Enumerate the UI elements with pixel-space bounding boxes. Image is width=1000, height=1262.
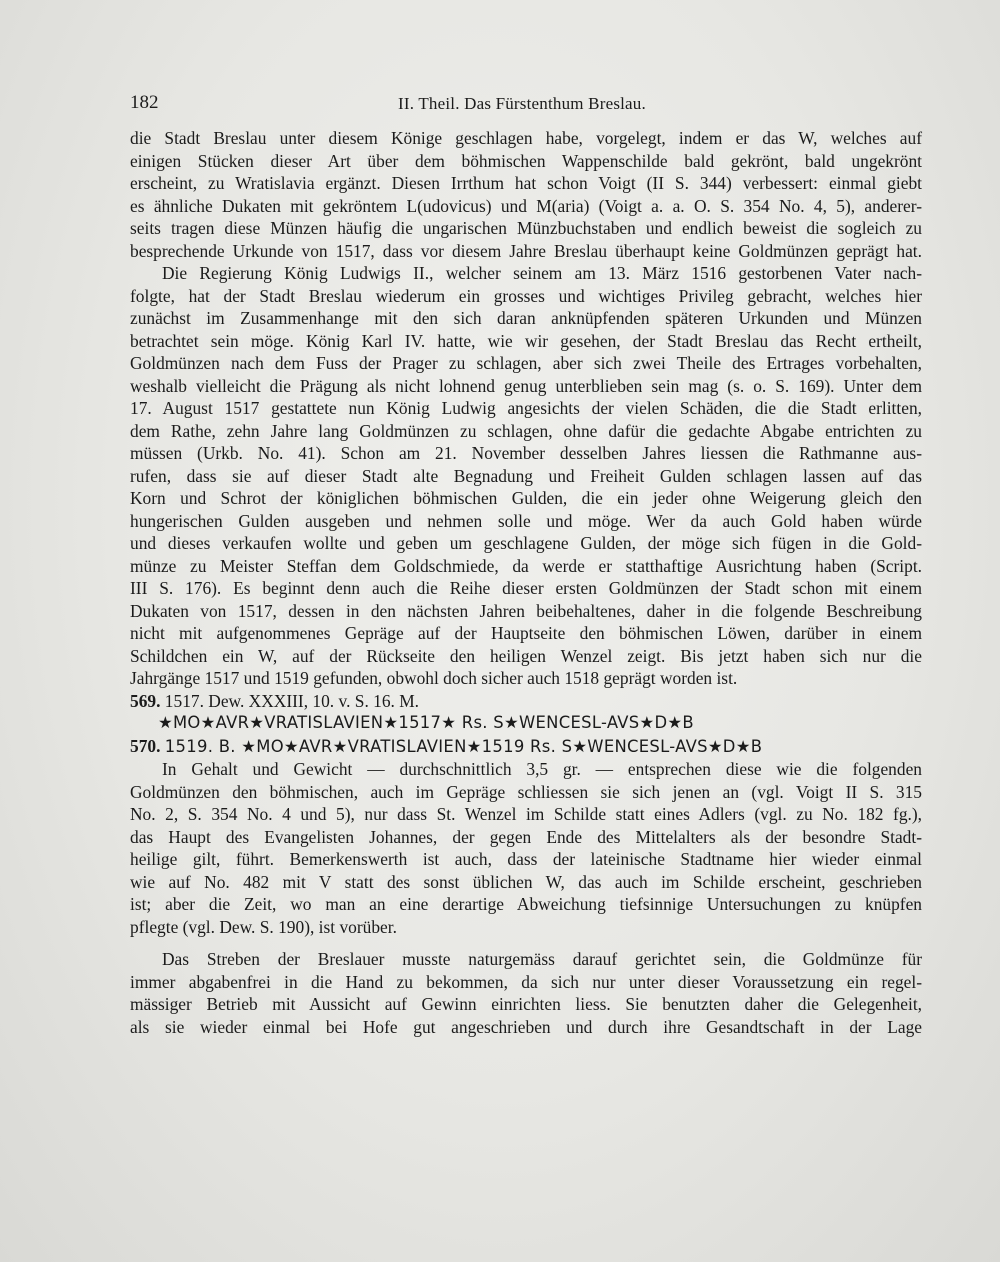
paragraph-2 <box>130 262 922 690</box>
entry-number: 570. <box>130 735 161 756</box>
text-line: In Gehalt und Gewicht — durchschnittlich 3,5 gr. — entsprechen diese wie die folgenden <box>162 759 922 779</box>
text-line: die Stadt Breslau unter diesem Könige geschlagen habe, vorgelegt, indem er das W, welches auf <box>130 128 922 148</box>
paragraph-gap <box>130 938 922 948</box>
text-line: III S. 176). Es beginnt denn auch die Reihe dieser ersten Goldmünzen der Stadt schon mit einem <box>130 578 922 598</box>
text-line: nicht mit aufgenommenes Gepräge auf der Hauptseite den böhmischen Löwen, darüber in einem <box>130 623 922 643</box>
text-line: Goldmünzen nach dem Fuss der Prager zu schlagen, aber sich zwei Theile des Ertrages vorbehalten, <box>130 353 922 373</box>
text-line: betrachtet sein möge. König Karl IV. hatte, wie wir gesehen, der Stadt Breslau das Recht ertheilt, <box>130 330 922 351</box>
entry-details: 1517. Dew. XXXIII, 10. v. S. 16. M. <box>164 690 420 711</box>
coin-legend: ★MO★AVR★VRATISLAVIEN★1517★ Rs. S★WENCESL-AVS★D★B <box>158 713 694 732</box>
text-line: Dukaten von 1517, dessen in den nächsten Jahren beibehaltenes, daher in die folgende Beschreibung <box>130 600 922 621</box>
paragraph-3 <box>130 758 922 938</box>
entry-number: 569. <box>130 690 161 711</box>
coin-entry-569 <box>130 690 922 735</box>
entry-details: 1519. B. ★MO★AVR★VRATISLAVIEN★1519 Rs. S★WENCESL-AVS★D★B <box>164 736 763 756</box>
text-line: müssen (Urkb. No. 41). Schon am 21. November desselben Jahres liessen die Rathmanne aus- <box>130 443 922 463</box>
entry-heading <box>130 690 922 713</box>
text-line: zunächst im Zusammenhange mit den sich daran anknüpfenden späteren Urkunden und Münzen <box>130 308 922 328</box>
text-line: als sie wieder einmal bei Hofe gut angeschrieben und durch ihre Gesandtschaft in der Lage <box>130 1016 922 1037</box>
running-head: II. Theil. Das Fürstenthum Breslau. <box>398 94 646 113</box>
text-line: 17. August 1517 gestattete nun König Ludwig angesichts der vielen Schäden, die die Stadt erlitten, <box>130 398 922 418</box>
text-line: Jahrgänge 1517 und 1519 gefunden, obwohl doch sicher auch 1518 geprägt worden ist. <box>130 668 738 688</box>
body-text <box>130 127 922 1038</box>
text-line: einigen Stücken dieser Art über dem böhmischen Wappenschilde bald gekrönt, bald ungekrönt <box>130 150 922 171</box>
text-line: besprechende Urkunde von 1517, dass vor diesem Jahre Breslau überhaupt keine Goldmünzen geprägt hat. <box>130 240 922 261</box>
text-line: hungerischen Gulden ausgeben und nehmen solle und möge. Wer da auch Gold haben würde <box>130 510 922 531</box>
text-line: es ähnliche Dukaten mit gekröntem L(udovicus) und M(aria) (Voigt a. a. O. S. 354 No. 4, 5), anderer- <box>130 195 922 216</box>
text-line: ist; aber die Zeit, wo man an eine derartige Abweichung tiefsinnige Untersuchungen zu knüpfen <box>130 894 922 914</box>
text-line: pflegte (vgl. Dew. S. 190), ist vorüber. <box>130 916 397 937</box>
text-line: heilige gilt, führt. Bemerkenswerth ist auch, dass der lateinische Stadtname hier wieder einmal <box>130 849 922 869</box>
page-header <box>130 92 920 116</box>
text-line: Das Streben der Breslauer musste naturgemäss darauf gerichtet sein, die Goldmünze für <box>162 949 922 969</box>
text-line: Die Regierung König Ludwigs II., welcher seinem am 13. März 1516 gestorbenen Vater nach- <box>162 263 922 283</box>
text-line: das Haupt des Evangelisten Johannes, der gegen Ende des Mittelalters als der besondre Stadt- <box>130 826 922 847</box>
entry-heading <box>130 735 922 759</box>
text-line: weshalb vielleicht die Prägung als nicht lohnend genug unterblieben sein mag (s. o. S. 169). Unter dem <box>130 375 922 396</box>
text-line: erscheint, zu Wratislavia ergänzt. Diesen Irrthum hat schon Voigt (II S. 344) verbessert: einmal giebt <box>130 173 922 193</box>
text-line: Korn und Schrot der königlichen böhmischen Gulden, die ein jeder ohne Weigerung gleich den <box>130 488 922 508</box>
text-line: No. 2, S. 354 No. 4 und 5), nur dass St. Wenzel im Schilde statt eines Adlers (vgl. zu No. 182 fg.), <box>130 804 922 824</box>
text-line: Schildchen ein W, auf der Rückseite den heiligen Wenzel zeigt. Bis jetzt haben sich nur die <box>130 645 922 666</box>
text-line: und dieses verkaufen wollte und geben um geschlagene Gulden, der möge sich fügen in die Gold- <box>130 533 922 553</box>
text-line: münze zu Meister Steffan dem Goldschmiede, da werde er statthaftige Ausrichtung haben (Script. <box>130 555 922 576</box>
paragraph-4 <box>130 948 922 1038</box>
text-line: dem Rathe, zehn Jahre lang Goldmünzen zu schlagen, ohne dafür die gedachte Abgabe entrichten zu <box>130 420 922 441</box>
coin-entry-570 <box>130 735 922 759</box>
paragraph-1 <box>130 127 922 262</box>
text-line: seits tragen diese Münzen häufig die ungarischen Münzbuchstaben und endlich beweist die sogleich zu <box>130 218 922 238</box>
text-line: wie auf No. 482 mit V statt des sonst üblichen W, das auch im Schilde erscheint, geschrieben <box>130 871 922 892</box>
page-number: 182 <box>130 92 159 113</box>
text-line: mässiger Betrieb mit Aussicht auf Gewinn einrichten liess. Sie benutzten daher die Gelegenheit, <box>130 994 922 1014</box>
text-line: rufen, dass sie auf dieser Stadt alte Begnadung und Freiheit Gulden schlagen lassen auf das <box>130 465 922 486</box>
text-line: immer abgabenfrei in die Hand zu bekommen, da sich nur unter dieser Voraussetzung ein regel- <box>130 971 922 992</box>
text-line: folgte, hat der Stadt Breslau wiederum ein grosses und wichtiges Privileg gebracht, welches hier <box>130 285 922 306</box>
text-line: Goldmünzen den böhmischen, auch im Gepräge schliessen sie sich jenen an (vgl. Voigt II S. 315 <box>130 781 922 802</box>
